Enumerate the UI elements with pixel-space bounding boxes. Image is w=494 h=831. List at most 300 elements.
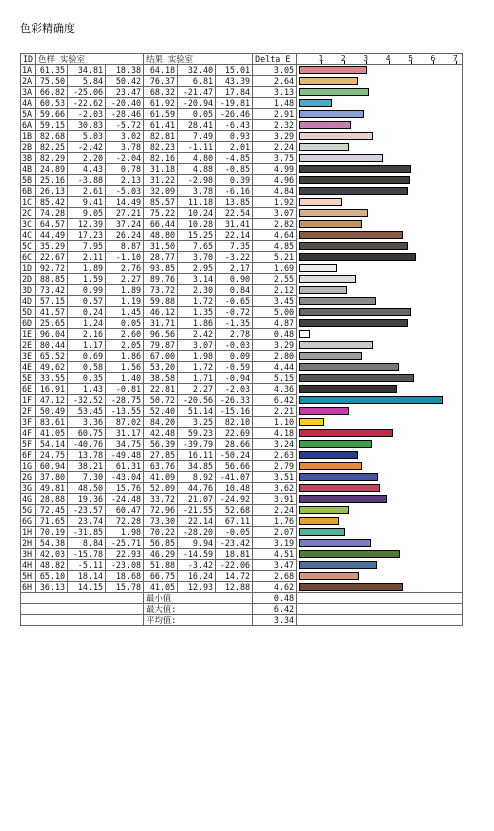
result-lab-value: 70.22 [144,527,178,538]
result-lab-value: -6.43 [216,120,253,131]
result-lab-value: -2.98 [178,175,216,186]
sample-lab-value: 85.42 [36,197,68,208]
result-lab-value: 73.72 [144,285,178,296]
sample-lab-value: 1.98 [106,527,144,538]
result-lab-value: 13.85 [216,197,253,208]
delta-e-bar-cell [297,318,463,329]
result-lab-value: 79.87 [144,340,178,351]
result-lab-value: 1.72 [178,296,216,307]
sample-lab-value: 18.68 [106,571,144,582]
sample-lab-value: 26.13 [36,186,68,197]
sample-lab-value: 33.55 [36,373,68,384]
table-row [21,263,463,274]
delta-e-bar-cell [297,406,463,417]
sample-lab-value: 60.47 [106,505,144,516]
delta-e-bar-cell [297,538,463,549]
result-lab-value: 7.65 [178,241,216,252]
delta-e-bar [299,517,338,525]
result-lab-value: 31.41 [216,219,253,230]
sample-lab-value: 53.45 [68,406,106,417]
sample-lab-value: 0.78 [106,164,144,175]
delta-e-bar [299,110,364,118]
result-lab-value: 3.78 [178,186,216,197]
result-lab-value: 64.18 [144,65,178,76]
result-lab-value: -1.35 [216,318,253,329]
delta-e-bar [299,187,407,195]
sample-lab-value: 1.89 [68,263,106,274]
sample-lab-value: 9.41 [68,197,106,208]
table-row [21,230,463,241]
result-lab-value: -28.20 [178,527,216,538]
sample-lab-value: 31.17 [106,428,144,439]
result-lab-value: -6.16 [216,186,253,197]
table-row [21,395,463,406]
sample-lab-value: 41.57 [36,307,68,318]
delta-e-bar-cell [297,164,463,175]
result-lab-value: 10.24 [178,208,216,219]
table-row [21,318,463,329]
result-lab-value: 22.54 [216,208,253,219]
result-lab-value: -3.42 [178,560,216,571]
delta-e-value: 3.05 [253,65,297,76]
sample-lab-value: 30.83 [68,120,106,131]
table-row [21,428,463,439]
result-lab-value: 11.18 [178,197,216,208]
delta-e-value: 3.62 [253,483,297,494]
result-lab-value: -22.06 [216,560,253,571]
delta-e-value: 4.96 [253,175,297,186]
table-row [21,219,463,230]
sample-lab-value: 9.05 [68,208,106,219]
result-lab-value: 46.29 [144,549,178,560]
delta-e-bar-cell [297,505,463,516]
result-lab-value: -19.81 [216,98,253,109]
result-lab-value: 63.76 [144,461,178,472]
delta-e-value: 3.91 [253,494,297,505]
patch-id: 2H [21,538,36,549]
table-row [21,505,463,516]
sample-lab-value: 2.76 [106,263,144,274]
delta-e-bar-cell [297,571,463,582]
sample-lab-value: 59.15 [36,120,68,131]
sample-lab-value: -25.06 [68,87,106,98]
delta-e-bar-cell [297,351,463,362]
delta-e-bar-cell [297,549,463,560]
sample-lab-value: 8.87 [106,241,144,252]
result-lab-value: 17.84 [216,87,253,98]
result-lab-value: 4.88 [178,164,216,175]
patch-id: 6G [21,516,36,527]
delta-e-bar [299,528,345,536]
summary-value: 6.42 [253,604,297,615]
sample-lab-value: 25.65 [36,318,68,329]
summary-label: 最小值 [144,593,253,604]
summary-label: 平均值: [144,615,253,626]
sample-lab-value: -5.72 [106,120,144,131]
delta-e-value: 5.15 [253,373,297,384]
table-row [21,252,463,263]
sample-lab-value: 1.24 [68,318,106,329]
result-lab-value: 67.11 [216,516,253,527]
delta-e-bar [299,418,324,426]
sample-lab-value: 61.35 [36,65,68,76]
result-lab-value: -15.16 [216,406,253,417]
sample-lab-value: 5.03 [68,131,106,142]
sample-lab-value: -5.03 [106,186,144,197]
patch-id: 4D [21,296,36,307]
patch-id: 4A [21,98,36,109]
summary-blank [297,615,463,626]
sample-lab-value: 17.23 [68,230,106,241]
delta-e-value: 3.24 [253,439,297,450]
delta-e-value: 4.36 [253,384,297,395]
table-row [21,351,463,362]
sample-lab-value: 72.45 [36,505,68,516]
result-lab-value: 82.10 [216,417,253,428]
result-lab-value: 0.84 [216,285,253,296]
result-lab-value: 27.85 [144,450,178,461]
delta-e-bar [299,495,387,503]
result-lab-value: 18.81 [216,549,253,560]
delta-e-bar-cell [297,131,463,142]
result-lab-value: 0.39 [216,175,253,186]
result-lab-value: 32.40 [178,65,216,76]
patch-id: 1H [21,527,36,538]
result-lab-value: 2.42 [178,329,216,340]
patch-id: 1F [21,395,36,406]
sample-lab-value: 3.02 [106,131,144,142]
result-lab-value: 2.30 [178,285,216,296]
sample-lab-value: 66.82 [36,87,68,98]
sample-lab-value: -0.81 [106,384,144,395]
tick-label: 2 [340,54,346,63]
delta-e-bar-cell [297,241,463,252]
sample-lab-value: 18.14 [68,571,106,582]
delta-e-value: 2.64 [253,76,297,87]
sample-lab-value: 3.78 [106,142,144,153]
result-lab-value: 38.58 [144,373,178,384]
sample-lab-value: 0.24 [68,307,106,318]
patch-id: 6H [21,582,36,593]
delta-e-value: 4.51 [253,549,297,560]
patch-id: 5F [21,439,36,450]
patch-id: 1E [21,329,36,340]
sample-lab-value: -13.55 [106,406,144,417]
sample-lab-value: 87.02 [106,417,144,428]
delta-e-value: 0.48 [253,329,297,340]
result-lab-value: 4.80 [178,153,216,164]
patch-id: 2E [21,340,36,351]
delta-e-bar [299,330,310,338]
sample-lab-value: -28.46 [106,109,144,120]
patch-id: 6F [21,450,36,461]
delta-e-value: 2.24 [253,142,297,153]
result-lab-value: 2.95 [178,263,216,274]
delta-e-value: 4.84 [253,186,297,197]
patch-id: 1C [21,197,36,208]
patch-id: 6B [21,186,36,197]
delta-e-bar [299,198,342,206]
sample-lab-value: 60.75 [68,428,106,439]
result-lab-value: -0.65 [216,296,253,307]
table-row [21,472,463,483]
sample-lab-value: 0.05 [106,318,144,329]
summary-blank [21,593,144,604]
summary-row [21,593,463,604]
sample-lab-value: 7.30 [68,472,106,483]
patch-id: 2B [21,142,36,153]
table-row [21,274,463,285]
result-lab-value: 41.05 [144,582,178,593]
delta-e-bar-cell [297,142,463,153]
sample-lab-value: 0.69 [68,351,106,362]
summary-blank [21,615,144,626]
delta-e-bar-cell [297,120,463,131]
result-lab-value: 52.40 [144,406,178,417]
delta-e-bar [299,363,398,371]
result-lab-value: 21.07 [178,494,216,505]
delta-e-bar-cell [297,527,463,538]
sample-lab-value: 1.19 [106,296,144,307]
delta-e-bar [299,539,370,547]
patch-id: 2F [21,406,36,417]
result-lab-value: 52.68 [216,505,253,516]
delta-e-value: 4.44 [253,362,297,373]
table-row [21,560,463,571]
result-lab-value: 28.41 [178,120,216,131]
delta-e-bar [299,209,368,217]
sample-lab-value: 8.84 [68,538,106,549]
result-lab-value: 15.01 [216,65,253,76]
sample-lab-value: 14.49 [106,197,144,208]
result-lab-value: 15.25 [178,230,216,241]
table-row [21,450,463,461]
result-lab-value: 34.85 [178,461,216,472]
delta-e-value: 2.24 [253,505,297,516]
delta-e-value: 3.19 [253,538,297,549]
table-row [21,516,463,527]
sample-lab-value: 1.45 [106,307,144,318]
result-lab-value: -24.92 [216,494,253,505]
result-lab-value: 2.78 [216,329,253,340]
result-lab-value: 50.72 [144,395,178,406]
patch-id: 4C [21,230,36,241]
table-row [21,373,463,384]
table-row [21,417,463,428]
sample-lab-value: 24.89 [36,164,68,175]
result-lab-value: 14.72 [216,571,253,582]
delta-e-value: 3.75 [253,153,297,164]
table-row [21,549,463,560]
sample-lab-value: -23.08 [106,560,144,571]
result-lab-value: 75.22 [144,208,178,219]
table-row [21,307,463,318]
delta-e-bar-cell [297,582,463,593]
delta-e-bar-cell [297,472,463,483]
delta-e-bar-cell [297,516,463,527]
tick-label: 4 [385,54,391,63]
header-row [21,54,463,65]
sample-lab-value: 88.85 [36,274,68,285]
patch-id: 5E [21,373,36,384]
sample-lab-value: 1.59 [68,274,106,285]
delta-e-bar-cell [297,230,463,241]
table-row [21,142,463,153]
sample-lab-value: -5.11 [68,560,106,571]
sample-lab-value: 96.04 [36,329,68,340]
table-row [21,208,463,219]
delta-e-bar [299,319,408,327]
table-row [21,296,463,307]
result-lab-value: -26.33 [216,395,253,406]
delta-e-bar [299,396,443,404]
delta-e-bar [299,231,403,239]
delta-e-value: 2.79 [253,461,297,472]
result-lab-value: 2.17 [216,263,253,274]
delta-e-bar [299,220,362,228]
result-lab-value: 84.20 [144,417,178,428]
sample-lab-value: 35.29 [36,241,68,252]
result-lab-value: 12.93 [178,582,216,593]
sample-lab-value: 80.44 [36,340,68,351]
delta-e-bar [299,286,346,294]
delta-e-bar-cell [297,186,463,197]
sample-lab-value: 73.42 [36,285,68,296]
result-lab-value: 10.28 [178,219,216,230]
result-lab-value: 52.09 [144,483,178,494]
sample-lab-value: 24.75 [36,450,68,461]
sample-lab-value: -15.78 [68,549,106,560]
sample-lab-value: 2.05 [106,340,144,351]
page-title: 色彩精确度 [20,22,75,35]
result-lab-value: 28.77 [144,252,178,263]
result-lab-value: 93.85 [144,263,178,274]
sample-lab-value: -32.52 [68,395,106,406]
result-lab-value: 56.85 [144,538,178,549]
delta-e-bar [299,264,337,272]
sample-lab-value: 18.38 [106,65,144,76]
sample-lab-value: 50.49 [36,406,68,417]
sample-lab-value: -22.62 [68,98,106,109]
patch-id: 3C [21,219,36,230]
result-lab-value: -41.07 [216,472,253,483]
delta-e-bar-cell [297,395,463,406]
delta-e-bar-cell [297,109,463,120]
delta-e-bar-cell [297,307,463,318]
result-lab-value: 31.71 [144,318,178,329]
sample-lab-value: -1.10 [106,252,144,263]
delta-e-bar-cell [297,483,463,494]
result-lab-value: 44.76 [178,483,216,494]
result-lab-value: 1.86 [178,318,216,329]
delta-e-value: 2.91 [253,109,297,120]
sample-lab-value: 1.89 [106,285,144,296]
sample-lab-value: -2.42 [68,142,106,153]
table-row [21,120,463,131]
patch-id: 2A [21,76,36,87]
result-lab-value: 53.20 [144,362,178,373]
sample-lab-value: -2.03 [68,109,106,120]
result-lab-value: -26.46 [216,109,253,120]
result-lab-value: 42.48 [144,428,178,439]
sample-lab-value: 2.11 [68,252,106,263]
sample-lab-value: -25.71 [106,538,144,549]
sample-lab-value: 47.12 [36,395,68,406]
sample-lab-value: 28.88 [36,494,68,505]
result-lab-value: 0.09 [216,351,253,362]
delta-e-value: 2.32 [253,120,297,131]
delta-e-bar-cell [297,219,463,230]
sample-lab-value: 65.10 [36,571,68,582]
table-row [21,153,463,164]
sample-lab-value: 26.24 [106,230,144,241]
table-row [21,65,463,76]
delta-e-bar-cell [297,65,463,76]
sample-lab-value: -20.40 [106,98,144,109]
delta-e-value: 1.48 [253,98,297,109]
result-lab-value: 12.88 [216,582,253,593]
delta-e-value: 3.29 [253,340,297,351]
result-lab-value: 82.23 [144,142,178,153]
delta-e-value: 3.13 [253,87,297,98]
table-row [21,175,463,186]
result-lab-value: 66.44 [144,219,178,230]
result-lab-value: -4.85 [216,153,253,164]
table-row [21,186,463,197]
delta-e-value: 3.07 [253,208,297,219]
sample-lab-value: 38.21 [68,461,106,472]
table-row [21,285,463,296]
patch-id: 1D [21,263,36,274]
delta-e-value: 2.55 [253,274,297,285]
result-lab-value: 3.25 [178,417,216,428]
sample-lab-value: -28.75 [106,395,144,406]
result-lab-value: 28.66 [216,439,253,450]
sample-lab-value: 25.16 [36,175,68,186]
sample-lab-value: 49.81 [36,483,68,494]
sample-lab-value: 15.76 [106,483,144,494]
sample-lab-value: 19.36 [68,494,106,505]
sample-lab-value: 82.25 [36,142,68,153]
summary-row [21,615,463,626]
result-lab-value: 82.81 [144,131,178,142]
result-lab-value: -14.59 [178,549,216,560]
delta-e-bar-cell [297,197,463,208]
sample-lab-value: 0.58 [68,362,106,373]
result-lab-value: -0.03 [216,340,253,351]
delta-e-bar [299,99,332,107]
sample-lab-value: 15.78 [106,582,144,593]
delta-e-bar-cell [297,373,463,384]
sample-lab-value: -3.88 [68,175,106,186]
result-lab-value: -21.47 [178,87,216,98]
header-sample: 色样 实验室 [36,54,144,65]
tick-axis [297,54,463,65]
table-row [21,197,463,208]
delta-e-value: 6.42 [253,395,297,406]
result-lab-value: 51.14 [178,406,216,417]
table-row [21,494,463,505]
delta-e-bar-cell [297,87,463,98]
sample-lab-value: 64.57 [36,219,68,230]
delta-e-bar [299,143,349,151]
delta-e-bar [299,462,361,470]
table-row [21,362,463,373]
result-lab-value: -20.56 [178,395,216,406]
result-lab-value: 0.05 [178,109,216,120]
result-lab-value: 72.96 [144,505,178,516]
delta-e-bar-cell [297,208,463,219]
